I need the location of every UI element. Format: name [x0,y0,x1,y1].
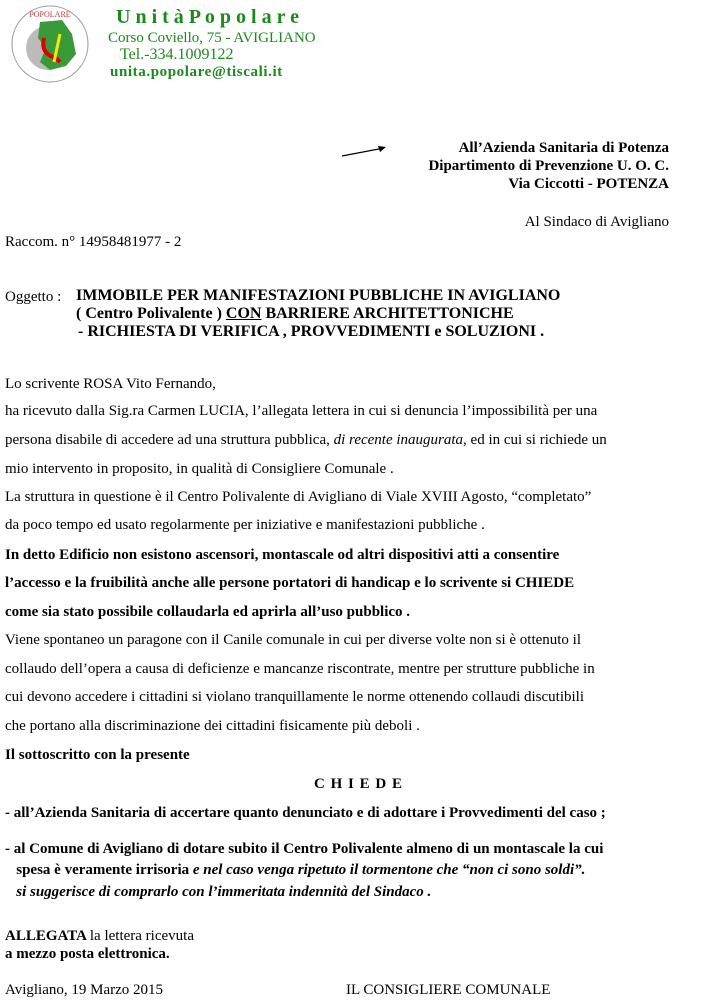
body-text: Lo scrivente ROSA Vito Fernando, [5,376,216,392]
svg-text:POPOLARE: POPOLARE [29,10,71,19]
body-line [5,717,420,735]
party-phone: Tel.-334.1009122 [120,46,234,63]
party-address: Corso Coviello, 75 - AVIGLIANO [108,30,316,46]
body-text: Viene spontaneo un paragone con il Canile comunale in cui per diverse volte non si è ottenuto il [5,632,582,648]
place-date: Avigliano, 19 Marzo 2015 [5,982,164,998]
party-email: unita.popolare@tiscali.it [110,64,283,80]
raccomandata-number: Raccom. n° 14958481977 - 2 [5,234,182,250]
signature-title: IL CONSIGLIERE COMUNALE [346,982,551,998]
body-line [5,945,170,963]
request-heading: C H I E D E [314,776,403,792]
arrow-icon [340,144,388,158]
body-text: La struttura in questione è il Centro Polivalente di Avigliano di Viale XVIII Agosto, “completato” [5,489,592,505]
body-line [5,516,485,534]
subject-line: - RICHIESTA DI VERIFICA , PROVVEDIMENTI e SOLUZIONI . [78,323,545,340]
body-line [5,688,584,706]
body-text: collaudo dell’opera a causa di deficienze e mancanze riscontrate, mentre per strutture pubbliche in [5,661,595,677]
body-text: ha ricevuto dalla Sig.ra Carmen LUCIA, l’allegata lettera in cui si denuncia l’impossibilità per una [5,403,598,419]
subject-line [76,305,514,323]
recipient-line: Dipartimento di Prevenzione U. O. C. [428,158,669,174]
body-text: da poco tempo ed usato regolarmente per iniziative e manifestazioni pubbliche . [5,517,485,533]
body-text: In detto Edificio non esistono ascensori, montascale od altri dispositivi atti a consentire [5,547,560,563]
body-line [5,431,607,449]
body-text: Il sottoscritto con la presente [5,747,190,763]
body-line [5,861,585,879]
recipient-line: Via Ciccotti - POTENZA [508,176,669,192]
body-text: l’accesso e la fruibilità anche alle persone portatori di handicap e lo scrivente si CHIEDE [5,575,575,591]
body-text: che portano alla discriminazione dei cittadini fisicamente più deboli . [5,718,420,734]
body-text: - all’Azienda Sanitaria di accertare quanto denunciato e di adottare i Provvedimenti del caso ; [5,805,606,821]
unita-popolare-logo [10,4,90,84]
body-line [5,804,606,822]
subject-line: IMMOBILE PER MANIFESTAZIONI PUBBLICHE IN AVIGLIANO [76,287,561,304]
body-text: persona disabile di accedere ad una struttura pubblica, [5,432,334,448]
body-text: spesa è veramente irrisoria [5,862,193,878]
body-text: e nel caso venga ripetuto il tormentone che “non ci sono soldi”. [192,862,586,878]
body-text: ALLEGATA [5,928,90,944]
body-text: a mezzo posta elettronica. [5,946,170,962]
recipient-line: All’Azienda Sanitaria di Potenza [458,140,669,156]
body-line [5,631,581,649]
body-line [5,546,559,564]
subject-text: ( Centro Polivalente ) [76,305,226,322]
body-line [5,883,431,901]
party-name: U n i t à P o p o l a r e [116,6,299,28]
body-line [5,660,595,678]
body-text: la lettera ricevuta [89,928,194,944]
body-line [5,746,190,764]
body-text: , ed in cui si richiede un [463,432,607,448]
cc-recipient: Al Sindaco di Avigliano [524,214,669,230]
body-line [5,488,591,506]
body-line [5,402,597,420]
body-text: come sia stato possibile collaudarla ed aprirla all’uso pubblico . [5,604,411,620]
body-text: di recente inaugurata [333,432,464,448]
body-text: mio intervento in proposito, in qualità di Consigliere Comunale . [5,461,394,477]
body-line [5,460,394,478]
body-text: - al Comune di Avigliano di dotare subito il Centro Polivalente almeno di un montascale la cui [5,841,604,857]
body-text: si suggerisce di comprarlo con l’immeritata indennità del Sindaco . [5,884,432,900]
subject-label: Oggetto : [5,289,62,305]
body-line [5,603,410,621]
body-text: cui devono accedere i cittadini si violano tranquillamente le norme ottenendo collaudi discutibili [5,689,584,705]
body-line [5,927,194,945]
subject-text-underlined: CON [225,305,262,322]
subject-text: BARRIERE ARCHITETTONICHE [261,305,514,322]
body-line [5,375,216,393]
body-line [5,840,603,858]
body-line [5,574,574,592]
